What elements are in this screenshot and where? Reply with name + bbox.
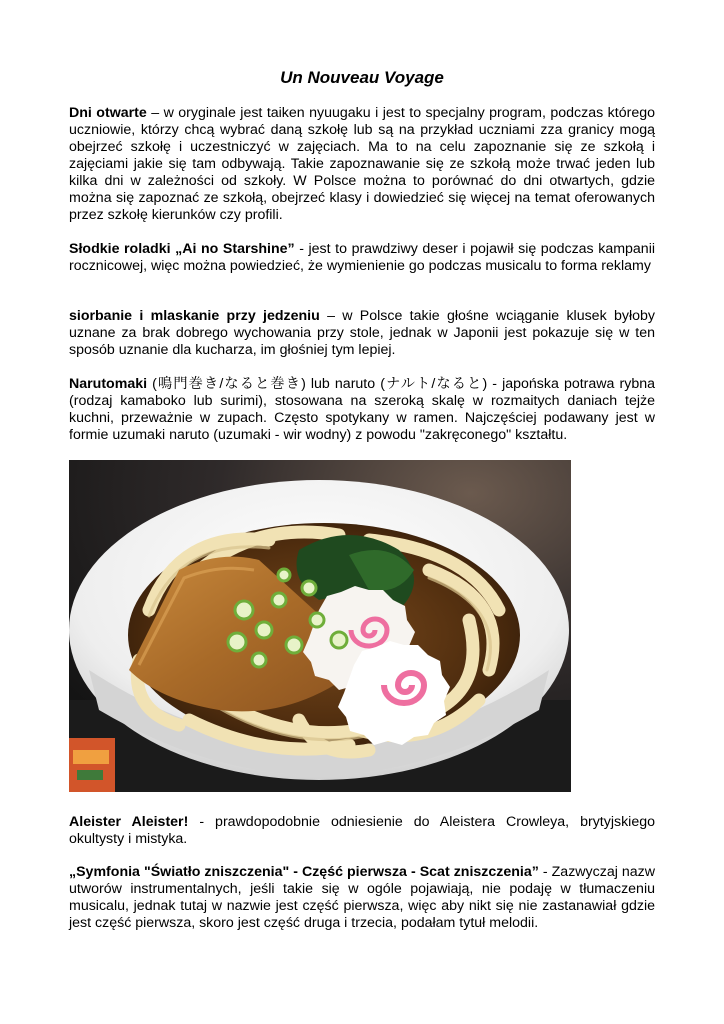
entry-symphony — [69, 864, 655, 932]
entry-text: – w oryginale jest taiken nyuugaku i jest to specjalny program, podczas którego uczniowie, którzy chcą wybrać daną szkołę lub są na przykład uczniami zza granicy mogą obejrzeć szkołę i uczestniczyć w zajęciach. Ma to na celu zapoznanie się ze szkołą i zajęciami jakie się tam odbywają. Takie zapoznawanie się ze szkołą może trwać jeden lub kilka dni w zależności od szkoły. W Polsce można to porównać do dni otwartych, gdzie można się zapoznać ze szkołą, obejrzeć klasy i dowiedzieć się więcej na temat oferowanych przez szkołę kierunków czy profili. — [69, 105, 655, 223]
entry-text: – w Polsce takie głośne wciąganie klusek byłoby uznane za brak dobrego wychowania przy stole, jednak w Japonii jest pokazuje się w ten sposób uznanie dla kucharza, im głośniej tym lepiej. — [69, 308, 655, 358]
entry-open-days — [69, 105, 655, 224]
entry-term: Słodkie roladki „Ai no Starshine” — [69, 241, 295, 257]
entry-sweet-rolls — [69, 241, 655, 275]
entry-slurping — [69, 308, 655, 359]
entry-term: Dni otwarte — [69, 105, 147, 121]
entry-term: „Symfonia "Światło zniszczenia" - Część pierwsza - Scat zniszczenia” — [69, 864, 539, 880]
entry-term: Aleister Aleister! — [69, 814, 189, 830]
entry-text: - jest to prawdziwy deser i pojawił się podczas kampanii rocznicowej, więc można powiedzieć, że wymienienie go podczas musicalu to forma reklamy — [69, 241, 655, 274]
entry-text: - Zazwyczaj nazw utworów instrumentalnych, jeśli takie się w ogóle pojawiają, nie podaję w tłumaczeniu musicalu, jednak tutaj w nazwie jest część pierwsza, więc aby nikt się nie zastanawiał gdzie jest część pierwsza, skoro jest część druga i trzecia, podałam tytuł melodii. — [69, 864, 656, 931]
entry-text: - prawdopodobnie odniesienie do Aleistera Crowleya, brytyjskiego okultysty i mistyka. — [69, 814, 655, 847]
entry-aleister — [69, 814, 655, 848]
page-title: Un Nouveau Voyage — [280, 68, 444, 87]
entry-term: siorbanie i mlaskanie przy jedzeniu — [69, 308, 320, 324]
udon-photo — [69, 460, 571, 792]
entry-term: Narutomaki — [69, 376, 148, 392]
entry-text: (鳴門巻き/なると巻き) lub naruto (ナルト/なると) - japońska potrawa rybna (rodzaj kamaboko lub surimi), stosowana na szeroką skalę w rozmaitych daniach tejże kuchni, przeważnie w zupach. Często spotykany w ramen. Najczęściej podawany jest w formie uzumaki naruto (uzumaki - wir wodny) z powodu "zakręconego" kształtu. — [69, 376, 655, 443]
entry-narutomaki — [69, 376, 655, 444]
